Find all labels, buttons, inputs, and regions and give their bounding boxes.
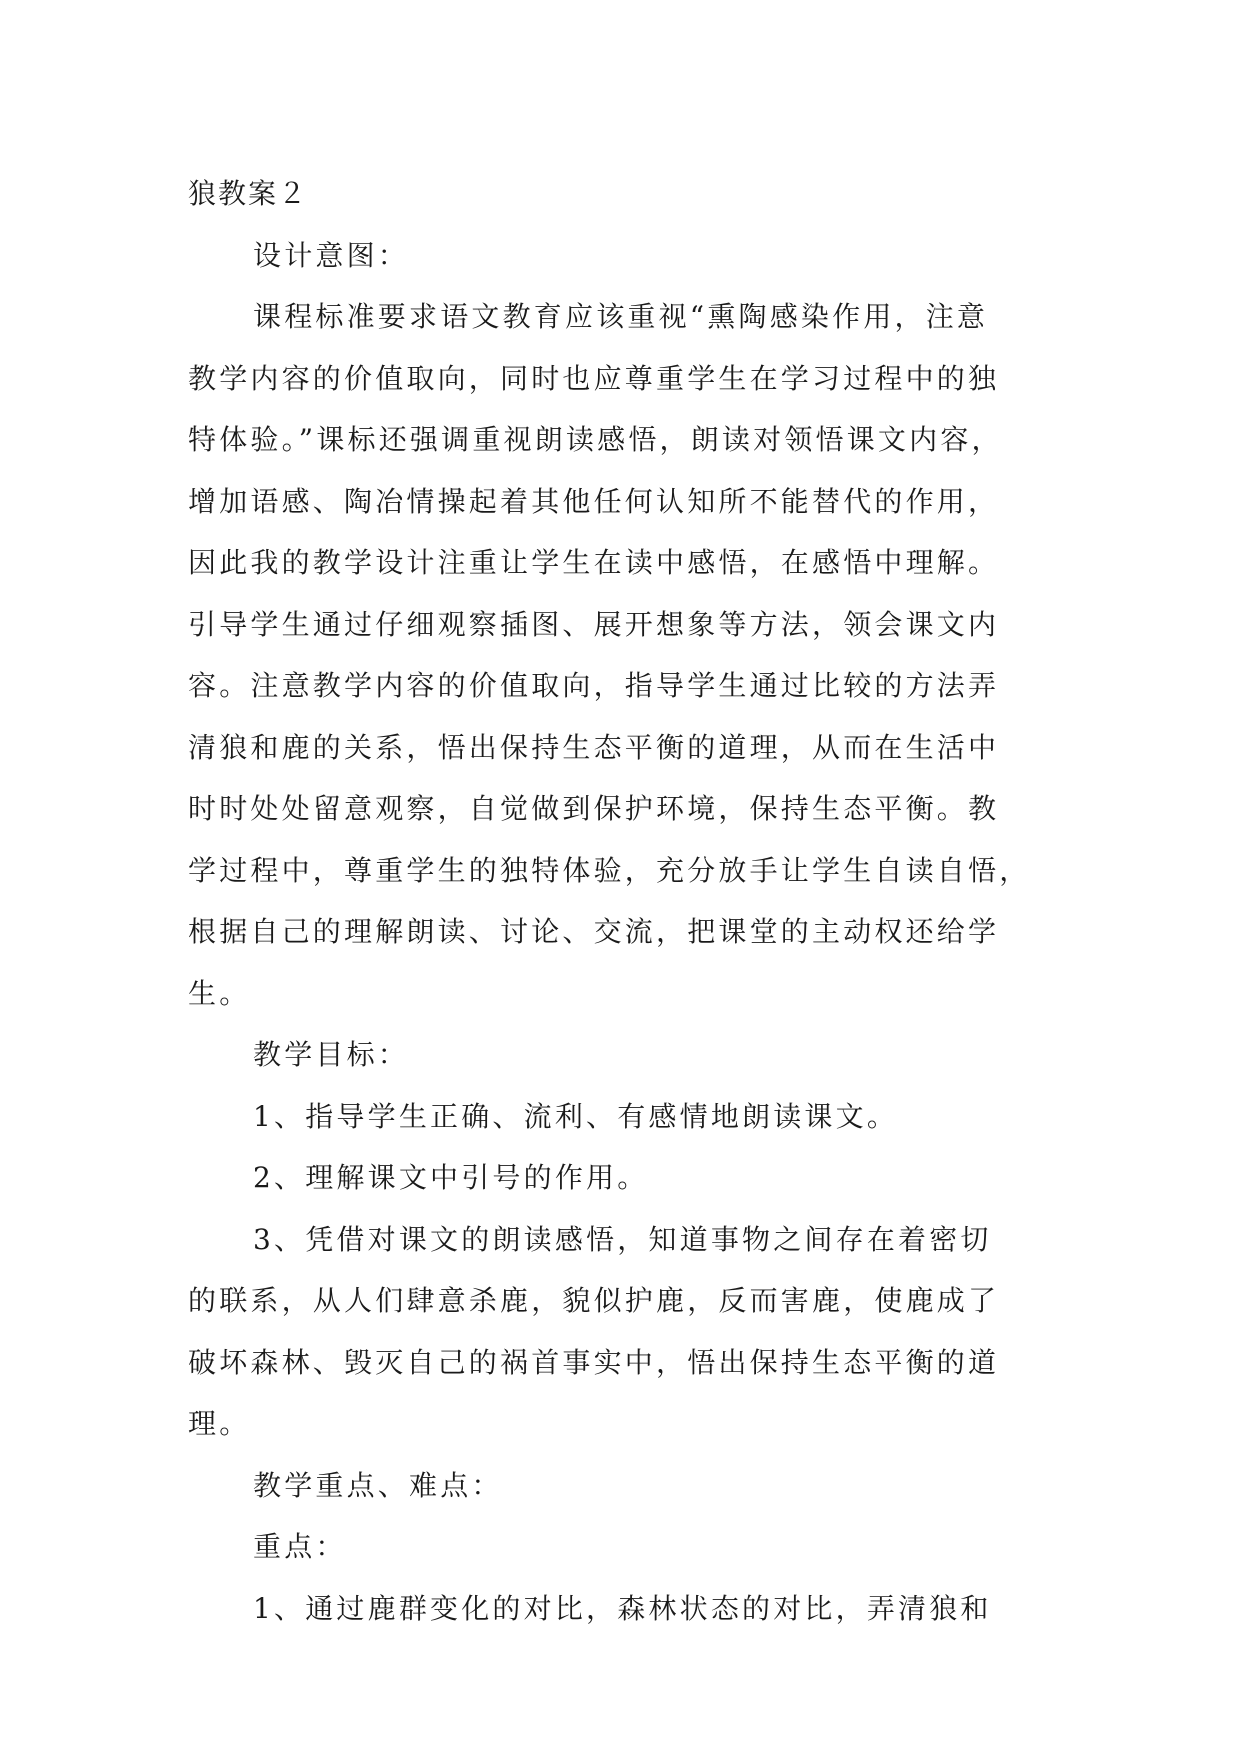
document-title: 狼教案２	[188, 177, 309, 210]
paragraph-line: 破坏森林、毁灭自己的祸首事实中，悟出保持生态平衡的道	[188, 1345, 1000, 1379]
paragraph-line: 学过程中，尊重学生的独特体验，充分放手让学生自读自悟，	[188, 853, 1031, 887]
goal-item-1: 1、指导学生正确、流利、有感情地朗读课文。	[253, 1099, 899, 1133]
paragraph-line: 容。注意教学内容的价值取向，指导学生通过比较的方法弄	[188, 669, 1000, 702]
paragraph-line: 3、凭借对课文的朗读感悟，知道事物之间存在着密切	[253, 1222, 992, 1256]
key-point-item-1: 1、通过鹿群变化的对比，森林状态的对比，弄清狼和	[253, 1591, 992, 1625]
document-page	[188, 163, 1056, 1639]
goal-item-3	[188, 1209, 1056, 1455]
design-intent-paragraph	[188, 286, 1056, 1024]
paragraph-line: 因此我的教学设计注重让学生在读中感悟，在感悟中理解。	[188, 546, 1000, 579]
heading-teaching-goals: 教学目标：	[253, 1038, 410, 1071]
paragraph-line: 清狼和鹿的关系，悟出保持生态平衡的道理，从而在生活中	[188, 730, 1000, 764]
paragraph-line: 的联系，从人们肆意杀鹿，貌似护鹿，反而害鹿，使鹿成了	[188, 1284, 1000, 1317]
paragraph-line: 引导学生通过仔细观察插图、展开想象等方法，领会课文内	[188, 607, 1000, 641]
paragraph-line: 时时处处留意观察，自觉做到保护环境，保持生态平衡。教	[188, 792, 1000, 825]
paragraph-line: 教学内容的价值取向，同时也应尊重学生在学习过程中的独	[188, 361, 1000, 395]
heading-key-difficult-points: 教学重点、难点：	[253, 1468, 503, 1502]
paragraph-line: 理。	[188, 1407, 251, 1440]
heading-design-intent: 设计意图：	[253, 238, 410, 272]
paragraph-line: 增加语感、陶冶情操起着其他任何认知所不能替代的作用，	[188, 484, 1000, 518]
paragraph-line: 生。	[188, 976, 251, 1010]
goal-item-2: 2、理解课文中引号的作用。	[253, 1161, 649, 1194]
heading-key-points: 重点：	[253, 1530, 347, 1563]
paragraph-line: 课程标准要求语文教育应该重视“熏陶感染作用，注意	[253, 300, 989, 333]
paragraph-line: 特体验。”课标还强调重视朗读感悟，朗读对领悟课文内容，	[188, 423, 1003, 456]
paragraph-line: 根据自己的理解朗读、讨论、交流，把课堂的主动权还给学	[188, 915, 1000, 948]
